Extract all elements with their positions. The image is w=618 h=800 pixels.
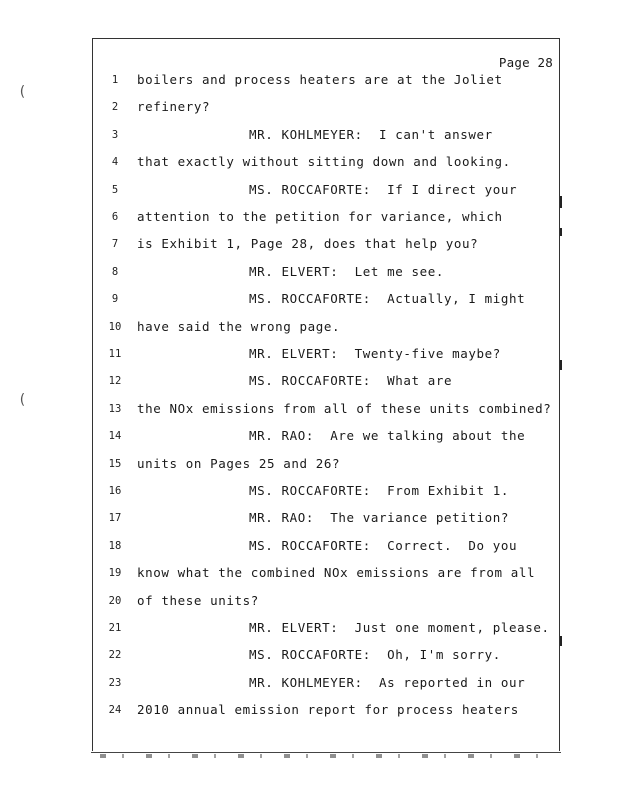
- transcript-line: [93, 536, 559, 556]
- line-text: of these units?: [137, 592, 259, 608]
- line-number: 23: [108, 676, 122, 689]
- transcript-line: [93, 152, 559, 172]
- line-number: 12: [108, 375, 122, 388]
- line-text: know what the combined NOx emissions are from all: [137, 565, 536, 581]
- transcript-line: [93, 70, 559, 90]
- edge-mark: [560, 228, 562, 236]
- line-text: is Exhibit 1, Page 28, does that help you?: [137, 236, 479, 252]
- line-text: that exactly without sitting down and looking.: [137, 154, 511, 170]
- line-text: MS. ROCCAFORTE: What are: [249, 373, 453, 389]
- line-text: refinery?: [137, 99, 211, 115]
- line-text: boilers and process heaters are at the Joliet: [137, 72, 503, 87]
- line-number: 10: [108, 320, 122, 333]
- binder-hole-mark-top: (: [18, 84, 27, 100]
- line-number: 24: [108, 704, 122, 717]
- transcript-line: [93, 234, 559, 254]
- transcript-line: [93, 426, 559, 446]
- line-text: MR. RAO: The variance petition?: [249, 510, 510, 526]
- line-number: 11: [108, 348, 122, 360]
- line-number: 4: [111, 156, 119, 169]
- line-number: 16: [108, 485, 122, 497]
- line-number: 21: [108, 622, 122, 634]
- transcript-lines: [93, 39, 559, 751]
- transcript-line: [93, 125, 559, 145]
- transcript-line: [93, 673, 559, 693]
- line-number: 19: [108, 567, 122, 580]
- line-number: 6: [111, 211, 119, 223]
- line-text: units on Pages 25 and 26?: [137, 455, 341, 471]
- transcript-line: [93, 399, 559, 419]
- transcript-line: [93, 207, 559, 227]
- line-number: 7: [111, 238, 119, 251]
- line-text: MR. ELVERT: Just one moment, please.: [249, 620, 550, 635]
- line-number: 15: [108, 457, 122, 470]
- line-text: MS. ROCCAFORTE: If I direct your: [249, 181, 518, 197]
- transcript-line: [93, 262, 559, 282]
- line-number: 5: [111, 183, 119, 196]
- transcript-line: [93, 344, 559, 364]
- edge-mark: [560, 636, 562, 646]
- transcript-line: [93, 618, 559, 638]
- line-number: 20: [108, 594, 122, 607]
- line-text: MS. ROCCAFORTE: Oh, I'm sorry.: [249, 647, 501, 663]
- transcript-line: [93, 289, 559, 309]
- transcript-line: [93, 454, 559, 474]
- line-number: 2: [111, 101, 119, 114]
- transcript-line: [93, 591, 559, 611]
- line-number: 9: [111, 293, 119, 306]
- transcript-line: [93, 97, 559, 117]
- edge-mark: [560, 196, 562, 208]
- transcript-line: [93, 563, 559, 583]
- transcript-line: [93, 180, 559, 200]
- line-text: MR. KOHLMEYER: As reported in our: [249, 674, 526, 690]
- line-number: 1: [111, 74, 119, 86]
- line-text: MR. KOHLMEYER: I can't answer: [249, 126, 493, 142]
- line-number: 18: [108, 539, 122, 552]
- line-number: 8: [111, 265, 119, 278]
- line-text: MS. ROCCAFORTE: Actually, I might: [249, 291, 526, 307]
- transcript-line: [93, 371, 559, 391]
- line-text: MS. ROCCAFORTE: From Exhibit 1.: [249, 483, 510, 498]
- line-text: 2010 annual emission report for process heaters: [137, 702, 519, 718]
- transcript-line: [93, 700, 559, 720]
- line-text: MR. ELVERT: Let me see.: [249, 263, 445, 279]
- scan-artifact: [100, 754, 560, 758]
- transcript-page: [92, 38, 560, 751]
- transcript-line: [93, 508, 559, 528]
- binder-hole-mark-bottom: (: [18, 392, 27, 408]
- page-number: Page 28: [498, 55, 553, 70]
- line-number: 17: [108, 512, 122, 525]
- line-number: 3: [111, 128, 119, 141]
- line-text: the NOx emissions from all of these units combined?: [137, 400, 552, 416]
- edge-mark: [560, 360, 562, 370]
- transcript-line: [93, 645, 559, 665]
- line-text: MS. ROCCAFORTE: Correct. Do you: [249, 537, 518, 553]
- line-number: 13: [108, 402, 122, 415]
- line-text: attention to the petition for variance, which: [137, 209, 503, 224]
- line-number: 14: [108, 430, 122, 443]
- line-text: MR. RAO: Are we talking about the: [249, 428, 526, 444]
- transcript-line: [93, 481, 559, 501]
- line-text: have said the wrong page.: [137, 318, 341, 334]
- line-text: MR. ELVERT: Twenty-five maybe?: [249, 346, 501, 361]
- transcript-line: [93, 317, 559, 337]
- line-number: 22: [108, 649, 122, 662]
